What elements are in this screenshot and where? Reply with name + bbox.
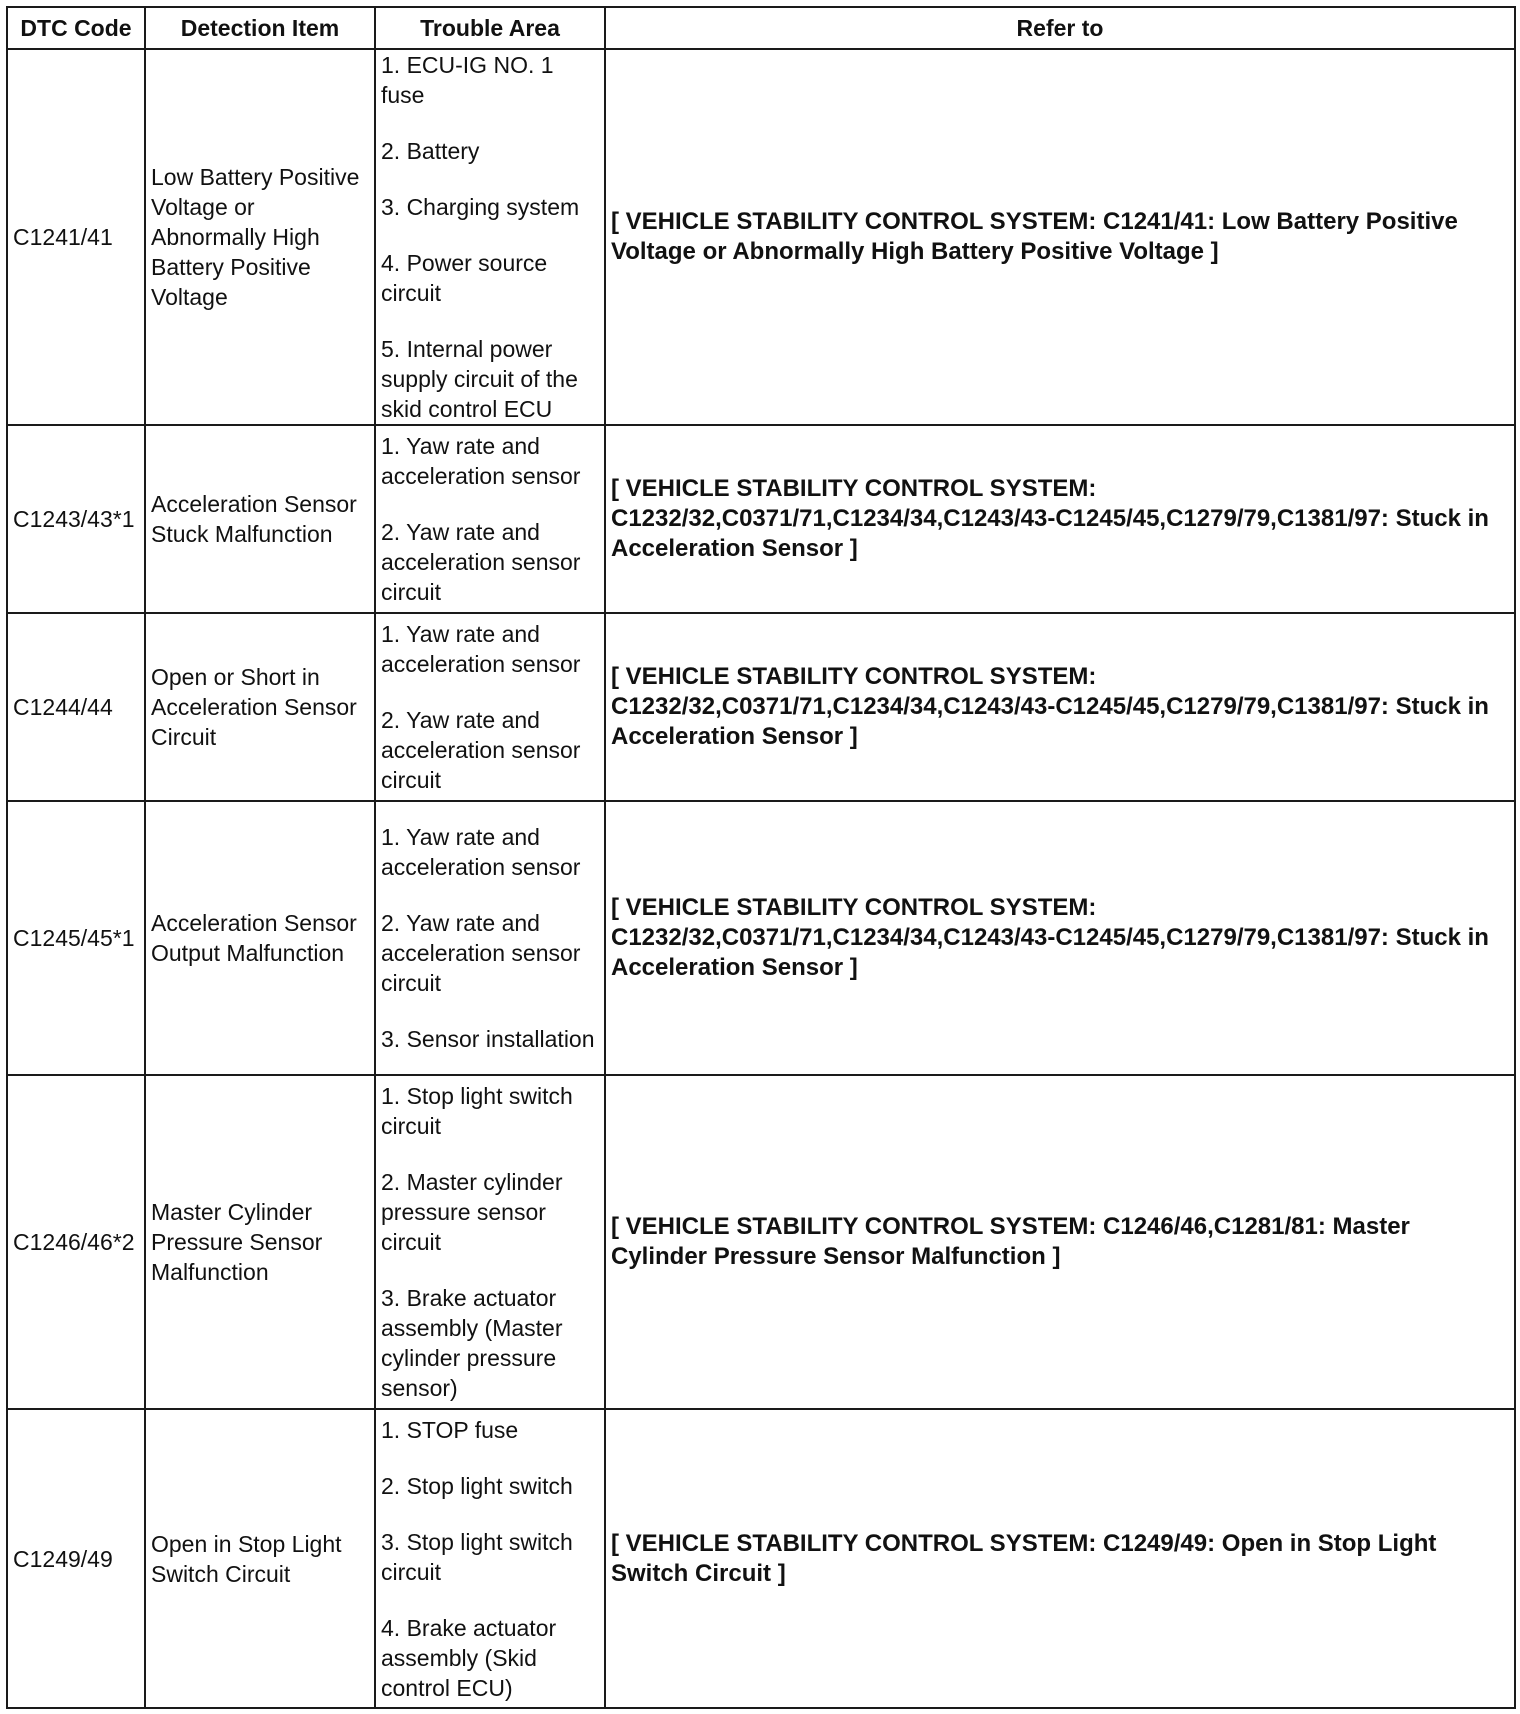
trouble-area-cell xyxy=(375,613,605,801)
trouble-area-item: 4. Brake actuator assembly (Skid control ECU) xyxy=(381,1614,557,1701)
table-row xyxy=(7,801,1515,1075)
trouble-area-item: 1. Yaw rate and acceleration sensor xyxy=(381,824,581,880)
refer-to-link[interactable]: [ VEHICLE STABILITY CONTROL SYSTEM: C1246/46,C1281/81: Master Cylinder Pressure Sensor Malfunction ] xyxy=(605,1075,1515,1409)
table-row xyxy=(7,49,1515,425)
dtc-code-cell: C1249/49 xyxy=(7,1409,145,1708)
refer-to-link[interactable]: [ VEHICLE STABILITY CONTROL SYSTEM: C1232/32,C0371/71,C1234/34,C1243/43-C1245/45,C1279/79,C1381/97: Stuck in Acceleration Sensor ] xyxy=(605,613,1515,801)
detection-item-cell: Acceleration Sensor Stuck Malfunction xyxy=(145,425,375,613)
detection-item-cell: Master Cylinder Pressure Sensor Malfunction xyxy=(145,1075,375,1409)
trouble-area-item: 3. Brake actuator assembly (Master cylinder pressure sensor) xyxy=(381,1285,563,1401)
trouble-area-item: 3. Sensor installation xyxy=(381,1026,595,1052)
trouble-area-item: 3. Stop light switch circuit xyxy=(381,1528,573,1585)
refer-to-link[interactable]: [ VEHICLE STABILITY CONTROL SYSTEM: C1249/49: Open in Stop Light Switch Circuit ] xyxy=(605,1409,1515,1708)
detection-item-cell: Low Battery Positive Voltage or Abnormally High Battery Positive Voltage xyxy=(145,49,375,425)
header-refer-to: Refer to xyxy=(605,7,1515,49)
trouble-area-item: 4. Power source circuit xyxy=(381,250,548,306)
table-row xyxy=(7,1409,1515,1708)
trouble-area-item: 2. Master cylinder pressure sensor circuit xyxy=(381,1169,563,1255)
dtc-code-cell: C1241/41 xyxy=(7,49,145,425)
table-row xyxy=(7,1075,1515,1409)
trouble-area-item: 3. Charging system xyxy=(381,194,580,220)
dtc-code-cell: C1245/45*1 xyxy=(7,801,145,1075)
trouble-area-item: 2. Battery xyxy=(381,138,480,164)
header-dtc-code: DTC Code xyxy=(7,7,145,49)
trouble-area-cell xyxy=(375,1409,605,1708)
header-trouble-area: Trouble Area xyxy=(375,7,605,49)
refer-to-link[interactable]: [ VEHICLE STABILITY CONTROL SYSTEM: C1232/32,C0371/71,C1234/34,C1243/43-C1245/45,C1279/79,C1381/97: Stuck in Acceleration Sensor ] xyxy=(605,801,1515,1075)
trouble-area-item: 1. ECU-IG NO. 1 fuse xyxy=(381,52,554,108)
detection-item-cell: Acceleration Sensor Output Malfunction xyxy=(145,801,375,1075)
refer-to-link[interactable]: [ VEHICLE STABILITY CONTROL SYSTEM: C1232/32,C0371/71,C1234/34,C1243/43-C1245/45,C1279/79,C1381/97: Stuck in Acceleration Sensor ] xyxy=(605,425,1515,613)
dtc-code-cell: C1243/43*1 xyxy=(7,425,145,613)
trouble-area-item: 2. Stop light switch xyxy=(381,1472,573,1499)
trouble-area-item: 1. Yaw rate and acceleration sensor xyxy=(381,621,581,677)
trouble-area-item: 1. Yaw rate and acceleration sensor xyxy=(381,433,581,489)
detection-item-cell: Open in Stop Light Switch Circuit xyxy=(145,1409,375,1708)
header-detection-item: Detection Item xyxy=(145,7,375,49)
table-row xyxy=(7,425,1515,613)
refer-to-link[interactable]: [ VEHICLE STABILITY CONTROL SYSTEM: C1241/41: Low Battery Positive Voltage or Abnormally High Battery Positive Voltage ] xyxy=(605,49,1515,425)
trouble-area-item: 2. Yaw rate and acceleration sensor circuit xyxy=(381,707,581,793)
detection-item-cell: Open or Short in Acceleration Sensor Circuit xyxy=(145,613,375,801)
trouble-area-cell xyxy=(375,425,605,613)
trouble-area-cell xyxy=(375,801,605,1075)
trouble-area-item: 2. Yaw rate and acceleration sensor circuit xyxy=(381,910,581,996)
trouble-area-item: 2. Yaw rate and acceleration sensor circuit xyxy=(381,519,581,605)
table-row xyxy=(7,613,1515,801)
trouble-area-item: 5. Internal power supply circuit of the skid control ECU xyxy=(381,336,578,422)
dtc-code-cell: C1246/46*2 xyxy=(7,1075,145,1409)
dtc-code-cell: C1244/44 xyxy=(7,613,145,801)
trouble-area-item: 1. Stop light switch circuit xyxy=(381,1083,573,1139)
table-header-row xyxy=(7,7,1515,49)
trouble-area-cell xyxy=(375,1075,605,1409)
trouble-area-item: 1. STOP fuse xyxy=(381,1416,519,1443)
trouble-area-cell xyxy=(375,49,605,425)
dtc-table xyxy=(6,6,1516,1709)
